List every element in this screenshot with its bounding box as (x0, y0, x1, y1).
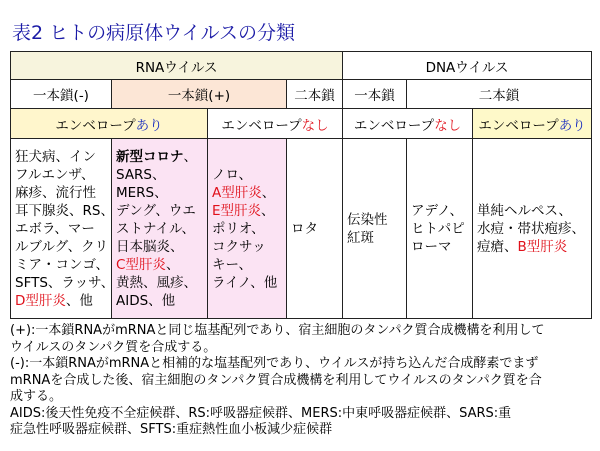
virus-name: アデノ、 (411, 202, 464, 219)
virus-name-line (347, 211, 402, 229)
header-rna: RNAウイルス (11, 52, 343, 80)
envelope-absent-label: なし (301, 117, 329, 134)
virus-name: ヒトパピ (411, 220, 465, 237)
virus-name-line (15, 220, 107, 238)
virus-name-suffix: 、 (165, 256, 180, 273)
virus-name: 日本脳炎、 (116, 238, 184, 255)
strand-dna-double: 二本鎖 (407, 80, 592, 109)
virus-name-suffix: 、 (261, 184, 276, 201)
envelope-absent-label: なし (434, 117, 462, 134)
virus-name-line (212, 166, 282, 184)
virus-name-line (212, 220, 282, 238)
virus-name: SFTS、ラッサ、 (15, 274, 115, 291)
virus-name-line (15, 274, 115, 292)
virus-name: 耳下腺炎、RS、 (15, 202, 114, 219)
virus-name: ストナイル、 (116, 220, 195, 237)
envelope-present-label: あり (135, 117, 163, 134)
virus-name: 麻疹、流行性 (15, 184, 96, 201)
virus-name-line (347, 229, 402, 247)
virus-name: ローマ (411, 238, 452, 255)
virus-name-line (477, 202, 587, 220)
envelope-rna-absent (208, 109, 343, 139)
envelope-label: エンベロープ (353, 117, 435, 134)
virus-name-line (477, 220, 587, 238)
virus-name-line (116, 292, 203, 310)
footnote-line: (-):一本鎖RNAがmRNAと相補的な塩基配列であり、ウイルスが持ち込んだ合成酵素でまず (10, 356, 539, 371)
virus-name-line (15, 166, 107, 184)
virus-name-line (212, 256, 282, 274)
virus-name-line (116, 184, 203, 202)
virus-name-line (15, 292, 107, 310)
virus-name-line (15, 238, 107, 256)
cell-rna-plus-nonenveloped (208, 139, 287, 319)
virus-name-line (116, 256, 203, 274)
virus-name-line (15, 148, 107, 166)
footnote-line: ウイルスのタンパク質を合成する。 (10, 339, 217, 355)
cell-dna-single (343, 139, 407, 319)
virus-name-line (411, 202, 468, 220)
virus-name-line (411, 238, 468, 256)
virus-name: 紅斑 (347, 229, 375, 246)
virus-name-line (116, 166, 203, 184)
virus-name-line (212, 238, 282, 256)
virus-name-line (15, 256, 107, 274)
cell-dna-double-nonenveloped (407, 139, 473, 319)
virus-name-line (116, 274, 203, 292)
cell-rna-double (287, 139, 343, 319)
virus-classification-table (10, 51, 592, 319)
virus-name: 黄熱、風疹、 (116, 274, 197, 291)
virus-name: SARS、 (116, 166, 166, 183)
header-row-strand (11, 80, 592, 109)
virus-name: 伝染性 (347, 211, 388, 228)
header-row-envelope (11, 109, 592, 139)
virus-name-line (212, 202, 282, 220)
virus-name: ポリオ、 (212, 220, 265, 237)
envelope-present-label: あり (558, 117, 586, 134)
hepatitis-name: B型肝炎 (517, 238, 568, 255)
virus-name-line (15, 202, 114, 220)
envelope-dna-absent (343, 109, 473, 139)
virus-row (11, 139, 592, 319)
virus-name-line (291, 220, 338, 238)
hepatitis-name: E型肝炎 (212, 202, 262, 219)
envelope-label: エンベロープ (55, 117, 136, 134)
header-dna: DNAウイルス (343, 52, 592, 80)
virus-name-line (477, 238, 587, 256)
virus-name-line (116, 148, 203, 166)
document-title: 表2 ヒトの病原体ウイルスの分類 (12, 22, 295, 44)
virus-name-line (116, 202, 203, 220)
virus-name: 痘瘡、 (477, 238, 518, 255)
footnote-line: 成する。 (10, 389, 63, 404)
footnote-line: (+):一本鎖RNAがmRNAと同じ塩基配列であり、宿主細胞のタンパク質合成機構を利用して (10, 323, 545, 338)
virus-name: 単純ヘルペス、 (477, 202, 572, 219)
footnotes (10, 323, 590, 439)
strand-rna-double: 二本鎖 (287, 80, 343, 109)
cell-rna-minus-enveloped (11, 139, 115, 319)
virus-name: 狂犬病、イン (15, 148, 96, 165)
header-row-type (11, 52, 592, 80)
virus-name: ルブルグ、クリ (15, 238, 109, 255)
virus-name-line (15, 184, 107, 202)
cell-dna-double-enveloped (473, 139, 592, 319)
cell-rna-plus-enveloped (112, 139, 208, 319)
virus-name-line (212, 274, 282, 292)
footnote-line: mRNAを合成した後、宿主細胞のタンパク質合成機構を利用してウイルスのタンパク質を合 (10, 372, 542, 388)
strand-dna-single: 一本鎖 (343, 80, 407, 109)
footnote-line: AIDS:後天性免疫不全症候群、RS:呼吸器症候群、MERS:中東呼吸器症候群、SARS:重 (10, 405, 512, 421)
virus-name-highlight: 新型コロナ (116, 148, 184, 165)
virus-name: ロタ (291, 220, 318, 237)
virus-name: MERS、 (116, 184, 168, 201)
virus-name: エボラ、マー (15, 220, 95, 237)
strand-rna-plus: 一本鎖(+) (112, 80, 287, 109)
envelope-label: エンベロープ (221, 117, 302, 134)
envelope-dna-present (473, 109, 592, 139)
footnote-line: 症急性呼吸器症候群、SFTS:重症熱性血小板減少症候群 (10, 422, 333, 437)
envelope-label: エンベロープ (478, 117, 559, 134)
virus-name-line (116, 238, 203, 256)
virus-name: キー、 (212, 256, 252, 273)
virus-name: ミア・コンゴ、 (15, 256, 109, 273)
virus-name-line (212, 184, 282, 202)
virus-name: ノロ、 (212, 166, 252, 183)
virus-name: コクサッ (212, 238, 266, 255)
virus-name-line (411, 220, 468, 238)
virus-name-suffix: 、他 (65, 292, 93, 309)
virus-name-line (116, 220, 203, 238)
envelope-rna-present (11, 109, 208, 139)
virus-name: デング、ウエ (116, 202, 196, 219)
virus-name: 水痘・帯状疱疹、 (477, 220, 586, 237)
virus-name: フルエンザ、 (15, 166, 95, 183)
virus-name-suffix: 、 (261, 202, 275, 219)
strand-rna-minus: 一本鎖(-) (11, 80, 112, 109)
virus-name-suffix: 、 (183, 148, 197, 165)
hepatitis-name: C型肝炎 (116, 256, 166, 273)
virus-name: AIDS、他 (116, 292, 176, 309)
virus-name: ライノ、他 (212, 274, 278, 291)
hepatitis-name: A型肝炎 (212, 184, 262, 201)
hepatitis-name: D型肝炎 (15, 292, 66, 309)
